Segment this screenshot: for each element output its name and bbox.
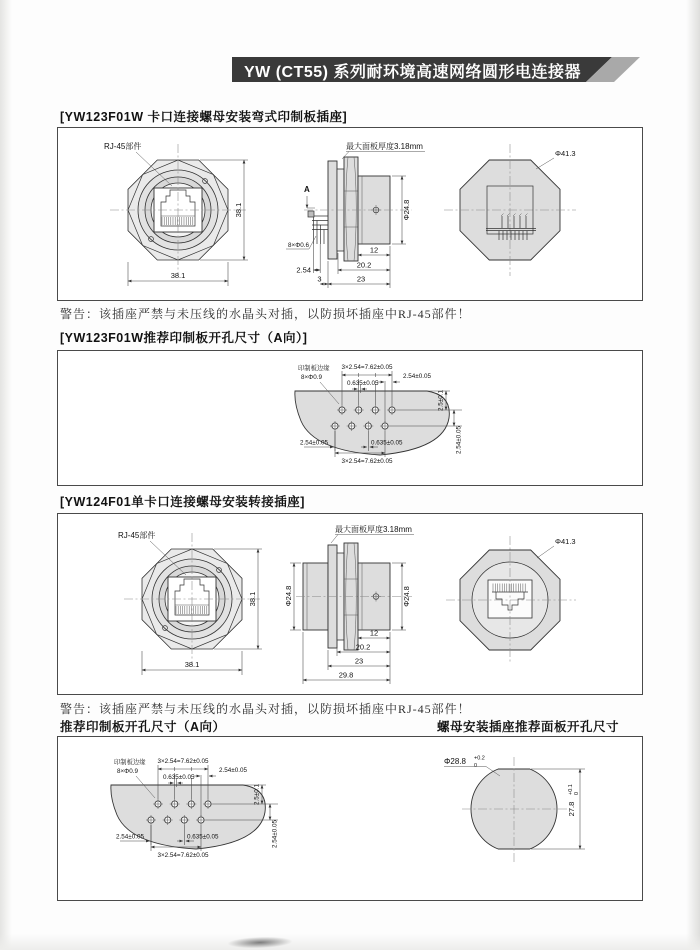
dim-edge-gap: 2.5±0.1 (437, 390, 445, 411)
dim-pitch-top: 3×2.54=7.62±0.05 (341, 364, 393, 371)
dim-row-gap: 2.54±0.05 (455, 426, 463, 454)
dim-29-8: 29.8 (338, 670, 354, 680)
dim-edge-gap: 2.5±0.1 (253, 784, 261, 805)
dim-pitch-bottom: 3×2.54=7.62±0.05 (341, 458, 393, 465)
rear-view (444, 144, 576, 276)
front-view (104, 141, 248, 286)
section4-title-right: 螺母安装插座推荐面板开孔尺寸 (437, 720, 620, 734)
label-max-panel-thickness: 最大面板厚度3.18mm (335, 525, 412, 534)
label-max-panel-thickness: 最大面板厚度3.18mm (346, 142, 423, 151)
scan-smudge (228, 936, 292, 949)
header-banner (230, 56, 646, 83)
drawing-panel-4 (57, 736, 643, 901)
warning-text-1: 警告：该插座严禁与未压线的水晶头对插，以防损坏插座中RJ-45部件！ (60, 307, 471, 321)
section1-title: [YW123F01W 卡口连接螺母安装弯式印制板插座] (60, 110, 348, 124)
dim-right-top: 2.54±0.05 (403, 373, 431, 380)
dim-cutout-dia-tol-up: +0.2 (474, 755, 485, 762)
dim-offset-bottom: 0.635±0.05 (371, 439, 403, 447)
label-hole-dia: 8×Φ0.9 (117, 768, 138, 775)
dim-outer-dia: Φ41.3 (555, 537, 576, 546)
scan-edge-left (0, 0, 12, 950)
dim-12: 12 (369, 245, 379, 255)
page-title: YW (CT55) 系列耐环境高速网络圆形电连接器 (244, 64, 581, 81)
dim-row-gap: 2.54±0.05 (271, 820, 279, 848)
pcb-board (295, 363, 463, 465)
front-view (118, 530, 262, 675)
dim-left-bottom: 2.54±0.05 (300, 439, 328, 447)
dim-23: 23 (354, 656, 364, 666)
dim-offset-top: 0.635±0.05 (163, 774, 195, 781)
panel-cutout (444, 756, 585, 864)
label-rj45-part: RJ-45部件 (104, 142, 142, 151)
section2-title: [YW123F01W推荐印制板开孔尺寸（A向）] (60, 331, 308, 345)
drawing-panel-1 (57, 127, 643, 301)
drawing-panel-2 (57, 350, 643, 486)
dim-23: 23 (356, 274, 366, 284)
label-pcb-edge: 印制板边缘 (298, 365, 330, 372)
label-pin-dia: 8×Φ0.6 (288, 242, 309, 249)
dim-cutout-height-tol-up: +0.1 (568, 784, 574, 795)
side-view (286, 141, 425, 288)
drawing-pcb-pattern-1 (58, 351, 642, 485)
dim-barrel-dia: Φ24.8 (402, 199, 411, 221)
pcb-board (111, 757, 279, 859)
label-view-a: A (304, 185, 310, 194)
label-pcb-edge: 印制板边缘 (114, 759, 146, 766)
label-hole-dia: 8×Φ0.9 (301, 374, 322, 381)
dim-cutout-height-tol-dn: 0 (574, 791, 580, 795)
drawing-panel-3 (57, 513, 643, 695)
dim-offset-bottom: 0.635±0.05 (187, 833, 219, 841)
dim-height: 38.1 (248, 591, 257, 607)
section3-title: [YW124F01单卡口连接螺母安装转接插座] (60, 495, 305, 509)
dim-20-2: 20.2 (356, 260, 372, 270)
dim-left-bottom: 2.54±0.05 (116, 833, 144, 841)
drawing-yw124f01 (58, 514, 642, 694)
dim-pitch-bottom: 3×2.54=7.62±0.05 (157, 852, 209, 859)
scan-edge-bottom (0, 934, 700, 950)
dim-offset-top: 0.635±0.05 (347, 380, 379, 387)
scan-edge-right (686, 0, 700, 950)
dim-cutout-height: 27.8 (567, 801, 576, 817)
dim-cutout-dia: Φ28.8 (444, 757, 466, 766)
dim-pitch-top: 3×2.54=7.62±0.05 (157, 758, 209, 765)
dim-right-dia: Φ24.8 (402, 586, 411, 607)
drawing-yw123f01w (58, 128, 642, 300)
rear-view (446, 536, 576, 664)
dim-width: 38.1 (184, 660, 200, 669)
dim-3: 3 (317, 274, 322, 284)
dim-12: 12 (369, 628, 379, 638)
label-rj45-part: RJ-45部件 (118, 531, 156, 540)
section4-title-left: 推荐印制板开孔尺寸（A向） (60, 720, 226, 734)
dim-width: 38.1 (170, 271, 186, 280)
dim-right-top: 2.54±0.05 (219, 767, 247, 774)
drawing-pcb-and-panel-cutout (58, 737, 642, 900)
dim-height: 38.1 (234, 202, 243, 218)
side-view (284, 524, 414, 684)
warning-text-2: 警告：该插座严禁与未压线的水晶头对插，以防损坏插座中RJ-45部件！ (60, 702, 471, 716)
dim-outer-dia: Φ41.3 (555, 149, 576, 158)
dim-2-54: 2.54 (296, 265, 311, 275)
dim-20-2: 20.2 (355, 642, 371, 652)
dim-left-dia: Φ24.8 (284, 585, 293, 607)
dim-cutout-dia-tol-dn: 0 (474, 763, 478, 769)
